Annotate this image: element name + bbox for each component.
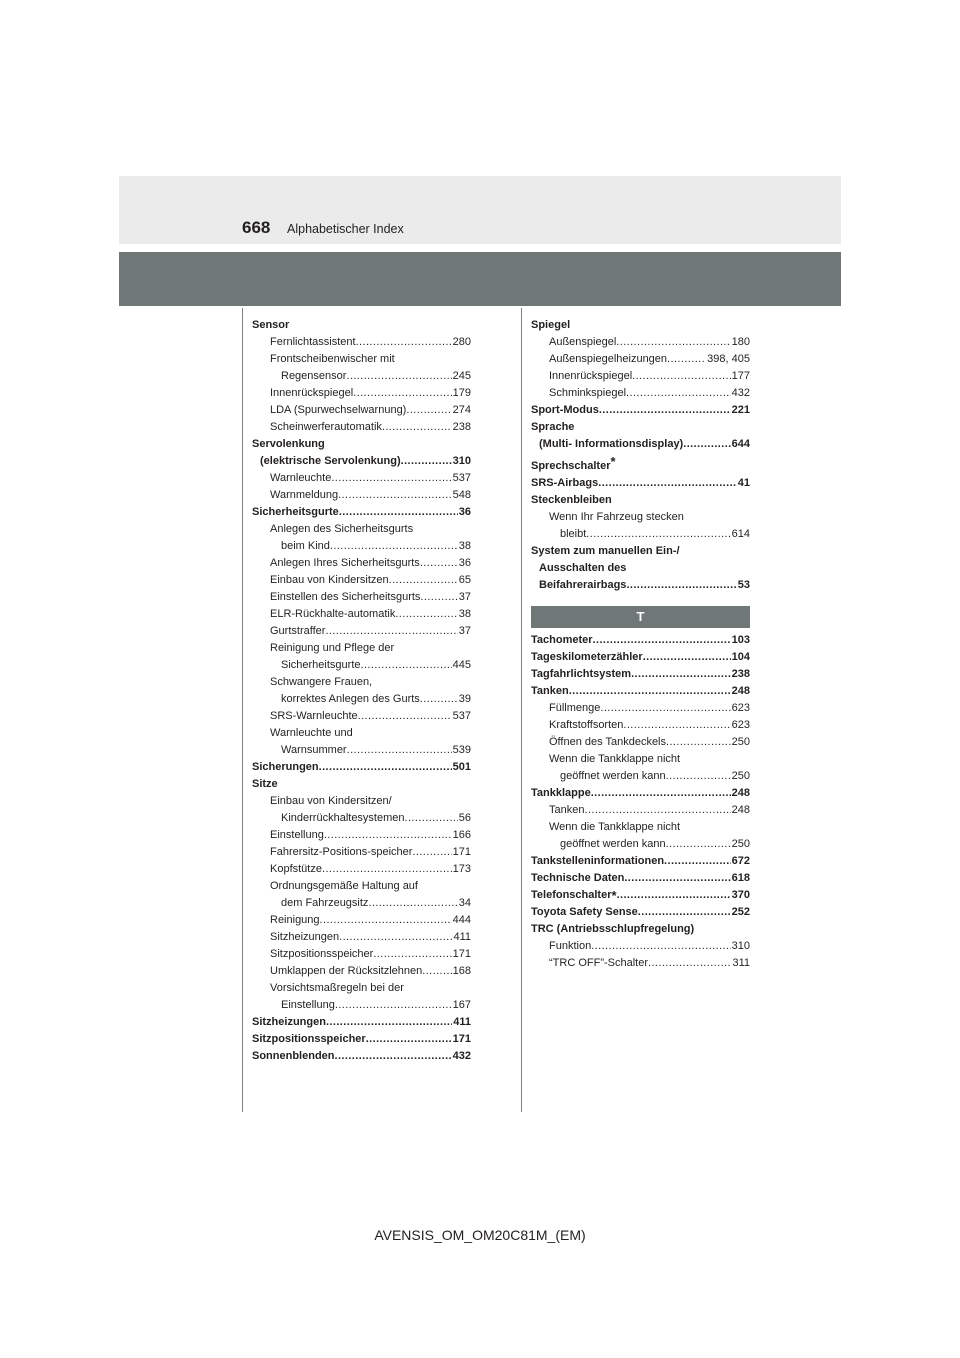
index-entry-term: Sitzpositionsspeicher	[252, 1033, 366, 1045]
index-entry	[252, 708, 471, 725]
index-column-left	[252, 317, 471, 1065]
dot-leader	[412, 844, 451, 861]
index-entry	[531, 717, 750, 734]
dot-leader	[664, 853, 731, 870]
index-entry-term: Umklappen der Rücksitzlehnen	[270, 965, 423, 977]
index-entry-term: Regensensor	[281, 370, 347, 382]
index-entry-page: 250	[731, 838, 750, 850]
index-entry	[531, 351, 750, 368]
section-title: Alphabetischer Index	[287, 222, 404, 236]
index-entry-page: 37	[458, 625, 471, 637]
index-entry	[531, 870, 750, 887]
index-entry	[252, 538, 471, 555]
footnote-star-icon: *	[611, 888, 617, 903]
index-entry	[531, 436, 750, 453]
index-entry-page: 444	[452, 914, 471, 926]
index-entry	[531, 317, 750, 334]
index-entry-term: Warnsummer	[281, 744, 347, 756]
index-entry	[531, 385, 750, 402]
dot-leader	[600, 700, 730, 717]
index-entry-page: 168	[452, 965, 471, 977]
index-entry-term: korrektes Anlegen des Gurts	[281, 693, 420, 705]
index-entry	[531, 683, 750, 700]
index-entry	[252, 317, 471, 334]
index-entry-page: 252	[731, 906, 750, 918]
index-entry-page: 245	[452, 370, 471, 382]
dot-leader	[331, 470, 451, 487]
index-entry	[252, 555, 471, 572]
index-entry-term: Sprache	[531, 421, 575, 433]
index-entry-term: Einstellung	[281, 999, 335, 1011]
index-entry-term: Toyota Safety Sense	[531, 906, 638, 918]
index-entry-page: 548	[452, 489, 471, 501]
dot-leader	[667, 351, 706, 368]
index-entry-page: 398, 405	[707, 353, 750, 365]
index-entry	[531, 368, 750, 385]
index-entry	[252, 997, 471, 1014]
dot-leader	[406, 402, 451, 419]
index-entry	[531, 402, 750, 419]
index-entry	[531, 666, 750, 683]
index-entry-term: Öffnen des Tankdeckels	[549, 736, 667, 748]
index-entry-term: Sitzheizungen	[270, 931, 340, 943]
index-entry-page: 36	[458, 557, 471, 569]
index-entry-term: Innenrückspiegel	[549, 370, 633, 382]
index-entry	[252, 453, 471, 470]
index-entry-term: LDA (Spurwechselwarnung)	[270, 404, 407, 416]
index-entry-term: Außenspiegelheizungen	[549, 353, 668, 365]
dot-leader	[353, 385, 451, 402]
dot-leader	[598, 475, 737, 492]
index-entry-term: Sprechschalter	[531, 460, 611, 472]
index-entry-page: 171	[452, 948, 471, 960]
index-entry-page: 280	[452, 336, 471, 348]
index-entry-term: Einstellung	[270, 829, 324, 841]
index-entry-page: 310	[731, 940, 750, 952]
index-entry-term: Sitzpositionsspeicher	[270, 948, 374, 960]
index-entry	[252, 895, 471, 912]
index-entry-term: Ausschalten des	[539, 562, 627, 574]
dot-leader	[638, 904, 731, 921]
letter-heading-t: T	[531, 606, 750, 628]
index-entry-page: 618	[731, 872, 750, 884]
index-entry	[252, 419, 471, 436]
dot-leader	[683, 436, 730, 453]
index-entry-term: Sicherungen	[252, 761, 319, 773]
index-entry-page: 411	[453, 1016, 471, 1028]
index-entry-term: dem Fahrzeugsitz	[281, 897, 369, 909]
index-entry-term: (Multi- Informationsdisplay)	[539, 438, 684, 450]
index-entry-term: Gurtstraffer	[270, 625, 326, 637]
index-entry-page: 370	[731, 889, 750, 901]
dot-leader	[346, 368, 451, 385]
index-entry	[252, 589, 471, 606]
index-entry-page: 180	[731, 336, 750, 348]
index-entry-term: “TRC OFF”-Schalter	[549, 957, 648, 969]
index-entry-page: 623	[731, 702, 750, 714]
dot-leader	[420, 691, 458, 708]
dot-leader	[401, 453, 452, 470]
index-entry	[531, 700, 750, 717]
index-entry-page: 537	[452, 710, 471, 722]
index-entry	[252, 1031, 471, 1048]
dot-leader	[616, 334, 730, 351]
index-entry-term: Sport-Modus	[531, 404, 599, 416]
index-entry	[252, 929, 471, 946]
index-entry	[531, 938, 750, 955]
index-entry-page: 56	[458, 812, 471, 824]
index-entry-page: 250	[731, 770, 750, 782]
index-entry-page: 274	[452, 404, 471, 416]
dot-leader	[617, 887, 731, 904]
dot-leader	[591, 938, 730, 955]
index-entry-page: 41	[737, 477, 750, 489]
index-entry-page: 248	[731, 804, 750, 816]
index-entry	[252, 725, 471, 742]
dot-leader	[593, 632, 731, 649]
index-entry	[531, 632, 750, 649]
dot-leader	[666, 836, 731, 853]
index-entry-term: geöffnet werden kann	[560, 770, 666, 782]
index-entry	[252, 470, 471, 487]
dot-leader	[366, 1031, 452, 1048]
dot-leader	[666, 734, 731, 751]
index-entry-page: 37	[458, 591, 471, 603]
index-entry-term: Sicherheitsgurte	[252, 506, 339, 518]
index-entry	[252, 351, 471, 368]
dot-leader	[389, 572, 458, 589]
index-entry	[252, 657, 471, 674]
index-entry	[252, 827, 471, 844]
dot-leader	[395, 606, 457, 623]
index-entry-term: Sensor	[252, 319, 290, 331]
index-entry-term: Servolenkung	[252, 438, 325, 450]
index-entry-page: 34	[458, 897, 471, 909]
document-code: AVENSIS_OM_OM20C81M_(EM)	[374, 1227, 586, 1243]
index-entry-page: 432	[731, 387, 750, 399]
index-column-right-s	[531, 317, 750, 594]
header-dark-band	[119, 252, 841, 306]
index-entry-term: Tachometer	[531, 634, 593, 646]
index-entry-page: 411	[453, 931, 471, 943]
index-entry	[252, 334, 471, 351]
dot-leader	[599, 402, 731, 419]
index-entry-term: Beifahrerairbags	[539, 579, 627, 591]
index-entry-page: 171	[452, 1033, 471, 1045]
dot-leader	[586, 526, 730, 543]
index-entry-term: Schminkspiegel	[549, 387, 627, 399]
index-entry-page: 171	[452, 846, 471, 858]
index-entry-term: Einstellen des Sicherheitsgurts	[270, 591, 421, 603]
index-entry-page: 177	[731, 370, 750, 382]
index-entry-term: TRC (Antriebsschlupfregelung)	[531, 923, 695, 935]
index-entry	[531, 836, 750, 853]
index-entry-term: Scheinwerferautomatik	[270, 421, 382, 433]
dot-leader	[632, 368, 730, 385]
index-entry-term: Innenrückspiegel	[270, 387, 354, 399]
index-entry-term: Sonnenblenden	[252, 1050, 335, 1062]
index-entry	[531, 921, 750, 938]
index-entry	[531, 768, 750, 785]
index-entry-page: 501	[452, 761, 471, 773]
index-entry-term: Einbau von Kindersitzen	[270, 574, 389, 586]
index-entry-page: 537	[452, 472, 471, 484]
dot-leader	[648, 955, 731, 972]
index-entry	[531, 819, 750, 836]
index-entry-term: Vorsichtsmaßregeln bei der	[270, 982, 404, 994]
index-entry-term: System zum manuellen Ein-/	[531, 545, 680, 557]
dot-leader	[326, 1014, 452, 1031]
dot-leader	[368, 895, 457, 912]
dot-leader	[626, 577, 736, 594]
index-entry-term: Steckenbleiben	[531, 494, 612, 506]
index-entry-term: Fahrersitz-Positions-speicher	[270, 846, 413, 858]
dot-leader	[338, 487, 452, 504]
index-entry	[252, 759, 471, 776]
index-entry	[531, 649, 750, 666]
index-entry-page: 238	[452, 421, 471, 433]
index-entry-term: Spiegel	[531, 319, 571, 331]
page-number: 668	[242, 218, 271, 237]
index-entry	[531, 453, 750, 475]
index-entry-page: 103	[731, 634, 750, 646]
index-entry	[252, 1048, 471, 1065]
index-entry-term: Tageskilometerzähler	[531, 651, 643, 663]
index-entry	[252, 963, 471, 980]
dot-leader	[325, 623, 457, 640]
index-entry-term: Reinigung und Pflege der	[270, 642, 395, 654]
index-entry-term: Warnleuchte und	[270, 727, 353, 739]
index-entry	[252, 742, 471, 759]
dot-leader	[422, 963, 451, 980]
dot-leader	[361, 657, 452, 674]
index-entry	[252, 912, 471, 929]
index-entry-page: 39	[458, 693, 471, 705]
dot-leader	[591, 785, 731, 802]
index-entry-page: 221	[731, 404, 750, 416]
index-entry	[531, 853, 750, 870]
index-entry-term: Kopfstütze	[270, 863, 322, 875]
index-entry-term: Warnmeldung	[270, 489, 339, 501]
index-entry	[252, 487, 471, 504]
index-entry	[252, 980, 471, 997]
dot-leader	[666, 768, 731, 785]
index-entry-term: Ordnungsgemäße Haltung auf	[270, 880, 418, 892]
index-entry	[252, 691, 471, 708]
index-entry-page: 36	[458, 506, 471, 518]
dot-leader	[631, 666, 731, 683]
index-entry	[531, 751, 750, 768]
index-entry-term: ELR-Rückhalte-automatik	[270, 608, 396, 620]
index-entry-page: 644	[731, 438, 750, 450]
index-entry	[252, 810, 471, 827]
dot-leader	[320, 912, 452, 929]
column-divider-left	[242, 308, 243, 1112]
index-entry-term: Wenn Ihr Fahrzeug stecken	[549, 511, 684, 523]
index-entry	[531, 802, 750, 819]
index-entry-term: Tanken	[531, 685, 569, 697]
index-entry-term: Kinderrückhaltesystemen	[281, 812, 405, 824]
dot-leader	[420, 589, 457, 606]
index-entry	[531, 526, 750, 543]
index-entry-page: 167	[452, 999, 471, 1011]
index-entry-term: Funktion	[549, 940, 592, 952]
dot-leader	[339, 504, 458, 521]
dot-leader	[420, 555, 458, 572]
index-entry-term: Technische Daten	[531, 872, 625, 884]
index-entry-term: Reinigung	[270, 914, 320, 926]
dot-leader	[358, 708, 452, 725]
index-entry	[252, 521, 471, 538]
dot-leader	[643, 649, 731, 666]
dot-leader	[624, 870, 730, 887]
index-entry-term: Warnleuchte	[270, 472, 332, 484]
index-entry	[252, 776, 471, 793]
index-entry-term: Tankstelleninformationen	[531, 855, 665, 867]
dot-leader	[339, 929, 452, 946]
index-entry-term: (elektrische Servolenkung)	[260, 455, 401, 467]
index-entry-term: Sicherheitsgurte	[281, 659, 361, 671]
index-entry-page: 248	[731, 685, 750, 697]
index-entry	[252, 385, 471, 402]
index-entry	[252, 793, 471, 810]
index-entry-page: 173	[452, 863, 471, 875]
index-entry-page: 311	[732, 957, 750, 969]
index-entry-term: Sitzheizungen	[252, 1016, 326, 1028]
index-entry-term: Anlegen Ihres Sicherheitsgurts	[270, 557, 420, 569]
index-entry-page: 38	[458, 608, 471, 620]
index-entry-term: Wenn die Tankklappe nicht	[549, 753, 681, 765]
index-entry-term: Tagfahrlichtsystem	[531, 668, 632, 680]
index-entry	[252, 436, 471, 453]
index-entry	[252, 844, 471, 861]
index-entry-term: Sitze	[252, 778, 278, 790]
index-entry	[252, 623, 471, 640]
index-entry-term: Außenspiegel	[549, 336, 617, 348]
index-entry	[252, 674, 471, 691]
index-entry-page: 166	[452, 829, 471, 841]
index-entry	[252, 878, 471, 895]
index-entry-term: SRS-Airbags	[531, 477, 599, 489]
index-entry-term: bleibt	[560, 528, 587, 540]
index-entry-term: Füllmenge	[549, 702, 601, 714]
index-entry	[252, 861, 471, 878]
index-entry-term: Tanken	[549, 804, 585, 816]
index-entry	[252, 606, 471, 623]
index-entry-term: Anlegen des Sicherheitsgurts	[270, 523, 414, 535]
dot-leader	[322, 861, 452, 878]
index-entry-page: 65	[458, 574, 471, 586]
dot-leader	[623, 717, 730, 734]
index-entry-term: Einbau von Kindersitzen/	[270, 795, 392, 807]
footnote-star-icon: *	[610, 454, 616, 469]
index-entry-term: Telefonschalter	[531, 889, 612, 901]
index-entry	[252, 402, 471, 419]
index-entry-term: Kraftstoffsorten	[549, 719, 624, 731]
index-entry-page: 445	[452, 659, 471, 671]
dot-leader	[373, 946, 451, 963]
index-entry-page: 238	[731, 668, 750, 680]
index-entry-page: 38	[458, 540, 471, 552]
column-divider-middle	[521, 308, 522, 1112]
dot-leader	[626, 385, 731, 402]
index-entry-term: Frontscheibenwischer mit	[270, 353, 395, 365]
dot-leader	[356, 334, 452, 351]
index-entry	[252, 572, 471, 589]
index-entry-page: 614	[731, 528, 750, 540]
index-entry-page: 104	[731, 651, 750, 663]
index-entry-page: 250	[731, 736, 750, 748]
index-entry	[531, 955, 750, 972]
dot-leader	[405, 810, 458, 827]
index-entry-page: 310	[452, 455, 471, 467]
index-entry	[531, 509, 750, 526]
index-entry-term: SRS-Warnleuchte	[270, 710, 358, 722]
dot-leader	[335, 1048, 452, 1065]
index-entry	[531, 734, 750, 751]
index-entry	[531, 577, 750, 594]
index-entry	[531, 887, 750, 904]
index-entry-term: geöffnet werden kann	[560, 838, 666, 850]
index-entry	[531, 475, 750, 492]
dot-leader	[584, 802, 730, 819]
index-entry	[531, 785, 750, 802]
dot-leader	[319, 759, 452, 776]
index-entry	[531, 560, 750, 577]
index-entry-page: 179	[452, 387, 471, 399]
index-entry	[531, 492, 750, 509]
index-entry-page: 672	[731, 855, 750, 867]
header-band	[119, 176, 841, 244]
dot-leader	[330, 538, 458, 555]
index-entry-term: Schwangere Frauen,	[270, 676, 373, 688]
index-entry	[531, 334, 750, 351]
index-entry	[252, 1014, 471, 1031]
dot-leader	[347, 742, 452, 759]
index-entry-term: Wenn die Tankklappe nicht	[549, 821, 681, 833]
dot-leader	[569, 683, 731, 700]
index-entry-page: 623	[731, 719, 750, 731]
index-entry	[531, 904, 750, 921]
dot-leader	[382, 419, 452, 436]
index-entry-term: Fernlichtassistent	[270, 336, 356, 348]
index-entry-page: 432	[452, 1050, 471, 1062]
dot-leader	[335, 997, 452, 1014]
index-entry	[531, 543, 750, 560]
index-entry-term: Tankklappe	[531, 787, 591, 799]
dot-leader	[324, 827, 452, 844]
index-entry	[252, 504, 471, 521]
index-entry	[252, 946, 471, 963]
index-entry-page: 53	[737, 579, 750, 591]
index-entry-term: beim Kind	[281, 540, 330, 552]
index-column-right-t	[531, 632, 750, 972]
index-entry	[531, 419, 750, 436]
index-entry-page: 248	[731, 787, 750, 799]
index-entry	[252, 640, 471, 657]
index-entry	[252, 368, 471, 385]
index-entry-page: 539	[452, 744, 471, 756]
